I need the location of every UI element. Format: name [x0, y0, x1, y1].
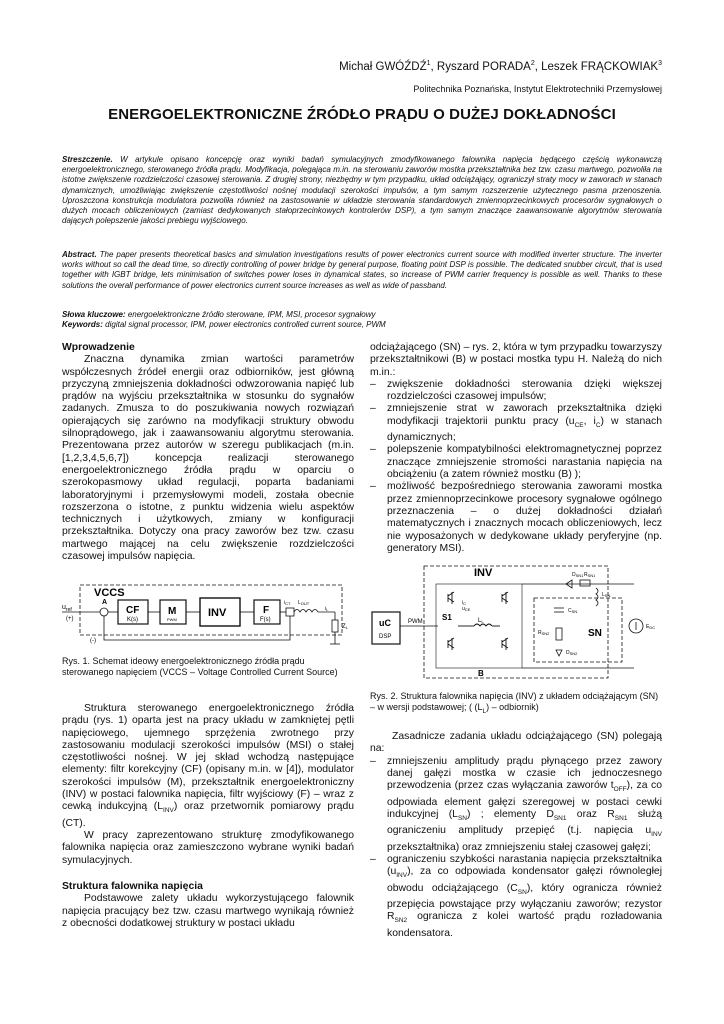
summing-junction: [100, 608, 108, 616]
keywords-en-label: Keywords:: [62, 320, 103, 330]
cf-sub: K(s): [127, 617, 138, 623]
ll-label: LL: [478, 618, 484, 624]
p2-text-b: ) oraz przetwornik pomiarowy prądu (CT).: [62, 801, 354, 829]
fig2-caption-a: Rys. 2. Struktura falownika napięcia (INV) z układem odciążającym (SN) – w wersji podstawowej; ( (L: [370, 691, 659, 712]
csn-label: $C_{SN}$: [568, 608, 578, 614]
dsp-label: DSP: [379, 634, 392, 640]
section-intro-heading: Wprowadzenie: [62, 342, 135, 353]
c1-sub-2: SN: [457, 814, 467, 822]
dsn2-label: $D_{SN2}$: [566, 650, 578, 656]
abstract-text: The paper presents theoretical basics and simulation investigations results of power electronics current source with modified inverter structure. The inverter works without so call the dead time, so directly controlling of power bridge by general purpose, floating point DSP is possible. The dedicated snubber circuit, that is used together with IGBT bridge, lets minimisation of switches power loses in dynamical states, so increase of PWM carrier frequency is possible as well. Thanks to these solutions the overall performance of power electronics current source increases as well as wide of passband.: [62, 250, 662, 290]
m-sub: PWM: [167, 617, 177, 622]
vccs-label: VCCS: [94, 587, 125, 599]
tasks-intro: Zasadnicze zadania układu odciążającego (SN) polegają na:: [370, 731, 662, 755]
right-intro-paragraph: odciążającego (SN) – rys. 2, która w tym przypadku towarzyszy przekształtnikowi (B) w postaci mostka typu H. Należą do nich m.in.:: [370, 342, 662, 378]
advantages-list: [370, 379, 662, 555]
inv-label: INV: [474, 567, 493, 579]
rsn2-label: $R_{SN2}$: [538, 630, 550, 636]
tasks-list: [370, 756, 662, 940]
junction-a-label: A: [102, 599, 108, 606]
c1-b: ), za co odpowiada element gałęzi szeregowej w postaci cewki indukcyjnej (L: [387, 780, 662, 820]
snubber-elements: [522, 580, 643, 668]
affiliation: Politechnika Poznańska, Instytut Elektrotechniki Przemysłowej: [413, 84, 662, 94]
task-item: [370, 854, 662, 940]
author-3: , Leszek FRĄCKOWIAK: [534, 60, 659, 73]
lsn-label: $L_{SN}$: [602, 592, 611, 598]
figure-2-diagram: [370, 562, 664, 682]
right-column-top: [370, 342, 662, 555]
section-struct-heading: Struktura falownika napięcia: [62, 880, 203, 892]
f-sub: F(s): [260, 617, 271, 623]
ic-label: $i_C$: [462, 600, 467, 606]
abstract: [62, 250, 662, 291]
b2-text-b: , i: [583, 415, 596, 427]
advantage-item: – polepszenie kompatybilności elektromagnetycznej poprzez znaczące zmniejszenie stromości narastania napięcia na obciążeniu (a zatem również mostku (B) );: [370, 444, 662, 481]
b2-text-c: ) w stanach dynamicznych;: [387, 415, 662, 444]
keywords-en: [62, 320, 662, 330]
keywords-pl-text: energoelektroniczne źródło sterowane, IPM, MSI, procesor sygnałowy: [127, 310, 376, 319]
author-1-sup: 1: [426, 60, 431, 67]
b2-text-a: zmniejszenie strat w zaworach przekształtnika dzięki modyfikacji trajektorii punktu pracy (u: [387, 403, 662, 427]
struct-paragraph: Podstawowe zalety układu wykorzystującego falownik napięcia pracujący bez tzw. czasu martwego wynikają również z obecności dodatkowej struktury w postaci układu: [62, 893, 354, 929]
figure-1-diagram: [60, 582, 360, 652]
left-column-top: [62, 342, 354, 563]
keywords-pl: [62, 310, 662, 320]
rsn1-label: $R_{SN1}$: [584, 572, 596, 578]
streszczenie: [62, 155, 662, 226]
left-column-bottom: [62, 703, 354, 930]
c1-sub-1: OFF: [613, 786, 627, 794]
intro-paragraph: Znaczna dynamika zmian wartości parametrów współczesnych źródeł energii oraz odbiorników, jest główną przyczyną zmniejszenia dokładności odwzorowania napięć lub prądów na wyjściu przekształtnika w stosunku do sygnałów zadanych. Zmusza to do poszukiwania nowych rozwiązań opierających się zarówno na modyfikacji struktury obwodu silnoprądowego, jak i zaawansowaniu algorytmu sterowania. Prezentowana przez autorów w szeregu publikacjach (m.in. [1,2,3,4,5,6,7]) koncepcja realizacji sterowanego energoelektronicznego źródła prądu w oparciu o szerokopasmowy układ regulacji, poparta badaniami laboratoryjnymi i przemysłowymi modeli, została obecnie rozszerzona o istotne, z punktu widzenia wielu aspektów technicznych i użytkowych, zmiany w konfiguracji przekształtnika. Dotyczy ona pracy zaworów bez tzw. czasu martwego mającej na celu zwiększenie rozdzielczości czasowej impulsów napięcia.: [62, 354, 354, 563]
streszczenie-text: W artykule opisano koncepcję oraz wyniki badań symulacyjnych zmodyfikowanego falownika napięcia będącego częścią wykonawczą energoelektronicznego, sterowanego źródła prądu. Modyfikacja, polegająca m.in. na sterowaniu zaworów mostka przekształtnika bez tzw. czasu martwego, pozwoliła na istotne zwiększenie rozdzielczości czasowej sterowania. Z drugiej strony, niezbędny w tym przypadku, układ odciążający, ograniczył straty mocy w zaworach w stanach dynamicznych, umożliwiając zwiększenie częstotliwości nośnej modulacji szerokości impulsów, a tym samym rozszerzenie użytecznego pasma przenoszenia. Uproszczona konstrukcja modulatora pozwoliła również na zastosowanie w układzie sterowania standardowych zmiennoprzecinkowych procesorów sygnałowych o dużych mocach obliczeniowych (zamiast dedykowanych stałoprzecinkowych kontrolerów DSP), a tym samym znaczące zaawansowanie algorytmów sterowania dających polepszenie jakości prebiegu wyjściowego.: [62, 155, 663, 226]
c1-d: oraz R: [566, 808, 615, 820]
c2-sub-3: SN2: [394, 917, 408, 925]
c2-b: ), za co odpowiada kondensator gałęzi równoległej obwodu odciążającego (C: [387, 866, 662, 894]
lout-label: $L_{OUT}$: [298, 600, 310, 606]
c1-a: zmniejszeniu amplitudy prądu płynącego przez zawory danej gałęzi mostka w czasie ich jednoczesnego przewodzenia (przez czas wyłączania zaworów t: [387, 755, 662, 792]
authors-line: [339, 60, 662, 73]
zl-load: [332, 620, 338, 632]
pwm-label: PWM: [408, 619, 423, 625]
uref-label: $u_{ref}$: [62, 604, 72, 613]
c2-sub-2: SN: [517, 888, 527, 896]
p2-sub: INV: [163, 807, 174, 815]
lout-coil: [294, 610, 318, 613]
dsn1-label: $D_{SN1}$: [572, 572, 584, 578]
uce-label: $u_{CE}$: [462, 606, 471, 612]
c1-sub-3: SN1: [553, 814, 567, 822]
abstract-label: Abstract.: [62, 250, 97, 259]
b2-sub-2: C: [595, 421, 601, 429]
advantage-item: [370, 403, 662, 444]
streszczenie-label: Streszczenie.: [62, 155, 113, 164]
keywords-pl-label: Słowa kluczowe:: [62, 310, 126, 319]
structure-paragraph: [62, 703, 354, 830]
author-2-sup: 2: [530, 60, 535, 67]
s1-label: S1: [442, 613, 452, 622]
c1-sub-5: INV: [651, 831, 662, 839]
plus-sign: (+): [66, 616, 74, 622]
c1-sub-4: SN1: [614, 814, 628, 822]
fig2-caption-sub: L: [482, 707, 487, 715]
c2-a: ograniczeniu szybkości narastania napięcia przekształtnika (u: [387, 853, 662, 878]
edc-label: $E_{DC}$: [646, 624, 656, 630]
ict-label: $i_{CT}$: [284, 600, 291, 606]
m-label: M: [168, 606, 177, 617]
zl-label: ZL: [342, 624, 348, 630]
advantage-item: – możliwość bezpośredniego sterowania zaworami mostka przez zmiennoprzecinkowe procesory sygnałowe ogólnego przeznaczenia – o dużej dokładności działań matematycznych i znacznych mocach obliczeniowych, lecz nie wyposażonych w dedykowane układy peryferyjne (np. generatory MSI).: [370, 481, 662, 555]
author-3-sup: 3: [658, 60, 662, 67]
c1-e: służą ograniczeniu amplitudy przepięć (t.j. napięcia u: [387, 808, 662, 837]
uc-label: uC: [379, 618, 391, 628]
work-paragraph: W pracy zaprezentowano strukturę zmodyfikowanego falownika napięcia oraz zamieszczono wybrane wyniki badań symulacyjnych.: [62, 830, 354, 866]
inv-boundary: [424, 566, 611, 678]
c2-sub-1: INV: [396, 872, 408, 880]
b-label: B: [478, 669, 484, 678]
task-item: [370, 756, 662, 854]
figure-2-caption: [370, 691, 662, 717]
right-column-bottom: [370, 731, 662, 940]
cf-label: CF: [126, 605, 140, 616]
fig2-caption-b: ) – odbiornik): [486, 701, 539, 712]
paper-title: ENERGOELEKTRONICZNE ŹRÓDŁO PRĄDU O DUŻEJ DOKŁADNOŚCI: [108, 106, 616, 123]
sn-label: SN: [588, 628, 602, 639]
c2-d: ogranicza z kolei wartość prądu rozładowania kondensatora.: [387, 911, 662, 939]
f-label: F: [263, 605, 270, 616]
c2-c: ), który ogranicza również przepięcia powstające przy wyłączaniu zaworów; rezystor R: [387, 882, 662, 923]
minus-sign: (-): [90, 638, 96, 644]
b2-sub-1: CE: [574, 421, 584, 429]
bridge-outline: [436, 584, 522, 668]
inv-label: INV: [208, 607, 227, 619]
figure-1-caption: Rys. 1. Schemat ideowy energoelektronicznego źródła prądu sterowanego napięciem (VCCS – Voltage Controlled Current Source): [62, 656, 338, 677]
il-label: $i_L$: [325, 606, 329, 612]
sn-boundary: [534, 598, 622, 662]
keywords-en-text: digital signal processor, IPM, power electronics controlled current source, PWM: [105, 320, 386, 330]
ct-sensor: [286, 608, 294, 616]
p2-text-a: Struktura sterowanego energoelektronicznego źródła prądu (rys. 1) oparta jest na pracy układu w zamkniętej pętli napięciowego, ujemnego sprzężenia zwrotnego przy zastosowaniu modulacji szerokości impulsów (MSI) o stałej częstotliwości nośnej. W jej skład wchodzą następujące elementy: filtr korekcyjny (CF) (opisany m.in. w [4]), modulator szerokości impulsów (M), przekształtnik energoelektroniczny (INV) w postaci falownika napięcia, filtr wyjściowy (F) – wraz z cewką indukcyjną (L: [62, 703, 354, 813]
author-2: , Ryszard PORADA: [430, 60, 531, 73]
keywords: [62, 310, 662, 330]
c1-f: przekształtnika) oraz zmniejszeniu stałej czasowej gałęzi;: [387, 841, 651, 853]
advantage-item: – zwiększenie dokładności sterowania dzięki większej rozdzielczości czasowej impulsów;: [370, 379, 662, 404]
c1-c: ) ; elementy D: [466, 808, 554, 820]
author-1: Michał GWÓŹDŹ: [339, 60, 427, 73]
